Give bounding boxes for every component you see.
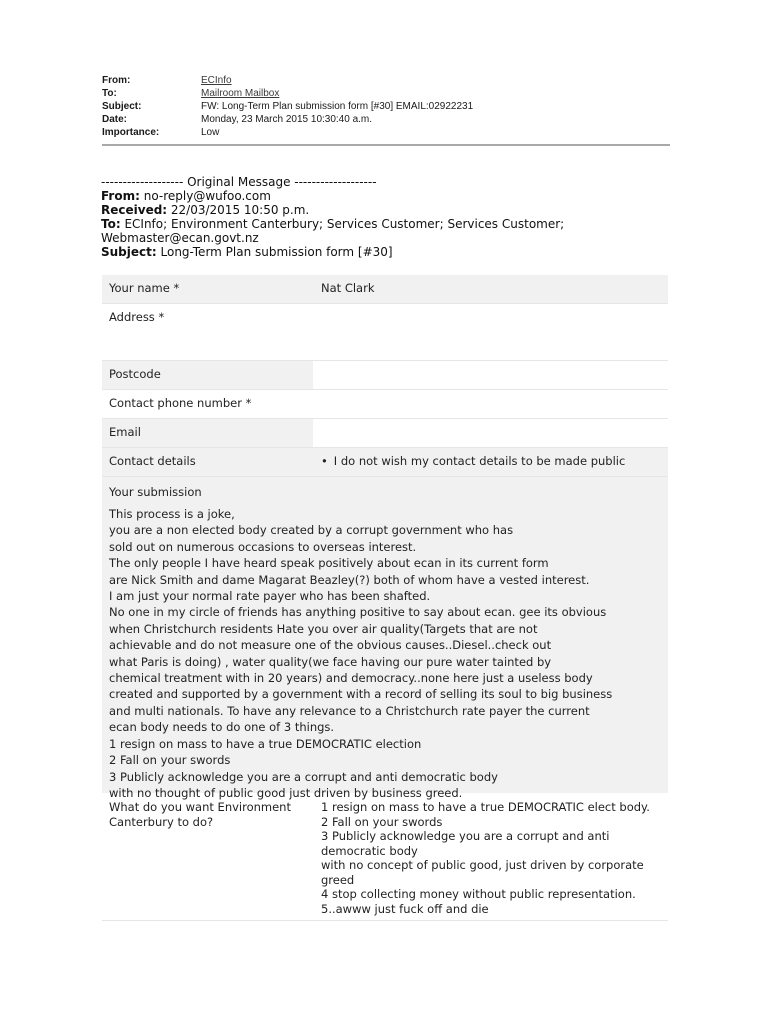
original-to-continued: Webmaster@ecan.govt.nz xyxy=(101,231,259,245)
want-line: 1 resign on mass to have a true DEMOCRATIC elect body. xyxy=(321,800,650,814)
submission-form xyxy=(102,275,668,921)
submission-line: The only people I have heard speak positively about ecan in its current form xyxy=(109,556,549,571)
header-subject-label: Subject: xyxy=(102,101,142,112)
form-row-postcode xyxy=(102,361,668,390)
want-line: 2 Fall on your swords xyxy=(321,814,443,829)
header-from-label: From: xyxy=(102,75,131,86)
submission-line: achievable and do not measure one of the obvious causes..Diesel..check out xyxy=(109,638,552,653)
submission-line: you are a non elected body created by a corrupt government who has xyxy=(109,523,514,538)
form-row-address xyxy=(102,304,668,361)
original-to-label: To: xyxy=(101,217,121,231)
submission-line: 1 resign on mass to have a true DEMOCRATIC election xyxy=(109,736,422,751)
what-do-you-want-label xyxy=(102,793,313,920)
postcode-value xyxy=(313,361,668,389)
header-to-row xyxy=(102,87,670,100)
submission-line: are Nick Smith and dame Magarat Beazley(?) both of whom have a vested interest. xyxy=(109,572,590,587)
submission-line: what Paris is doing) , water quality(we face having our pure water tainted by xyxy=(109,654,552,669)
name-label: Your name * xyxy=(102,275,313,303)
submission-label: Your submission xyxy=(109,485,202,499)
original-subject-label: Subject: xyxy=(101,245,157,259)
form-row-what-do-you-want xyxy=(102,793,668,921)
form-row-contact-details xyxy=(102,448,668,477)
want-line: 4 stop collecting money without public representation. xyxy=(321,887,636,901)
submission-line: when Christchurch residents Hate you over air quality(Targets that are not xyxy=(109,621,538,636)
submission-line: I am just your normal rate payer who has been shafted. xyxy=(109,589,431,604)
submission-line: No one in my circle of friends has anything positive to say about ecan. gee its obvious xyxy=(109,605,607,620)
phone-value xyxy=(313,390,668,418)
want-line: greed xyxy=(321,872,355,887)
email-value xyxy=(313,419,668,447)
submission-line: chemical treatment with in 20 years) and democracy..none here just a useless body xyxy=(109,671,593,686)
name-value: Nat Clark xyxy=(313,275,668,303)
postcode-label: Postcode xyxy=(102,361,313,389)
want-line: democratic body xyxy=(321,843,418,858)
email-header xyxy=(102,74,670,146)
original-received xyxy=(101,203,681,217)
want-line: 5..awww just fuck off and die xyxy=(321,901,489,916)
email-label: Email xyxy=(102,419,313,447)
submission-line: with no thought of public good just driven by business greed. xyxy=(109,785,463,800)
submission-line: 3 Publicly acknowledge you are a corrupt and anti democratic body xyxy=(109,769,498,784)
address-label: Address * xyxy=(109,310,165,324)
form-row-name xyxy=(102,275,668,304)
form-row-email xyxy=(102,419,668,448)
original-from xyxy=(101,189,681,203)
header-date-label: Date: xyxy=(102,114,128,125)
what-do-you-want-label-line: What do you want Environment xyxy=(109,800,291,814)
original-to xyxy=(101,217,681,231)
want-line: 3 Publicly acknowledge you are a corrupt and anti xyxy=(321,829,610,843)
form-row-phone xyxy=(102,390,668,419)
original-from-label: From: xyxy=(101,189,140,203)
want-line: with no concept of public good, just driven by corporate xyxy=(321,858,644,872)
header-subject-value: FW: Long-Term Plan submission form [#30] EMAIL:02922231 xyxy=(201,101,474,112)
what-do-you-want-label-line: Canterbury to do? xyxy=(109,814,214,829)
original-received-label: Received: xyxy=(101,203,168,217)
original-subject-value: Long-Term Plan submission form [#30] xyxy=(156,245,393,259)
header-to-label: To: xyxy=(102,88,117,99)
submission-line: 2 Fall on your swords xyxy=(109,753,231,768)
original-message xyxy=(101,175,681,259)
submission-line: and multi nationals. To have any relevance to a Christchurch rate payer the current xyxy=(109,703,590,718)
submission-line: ecan body needs to do one of 3 things. xyxy=(109,720,335,735)
contact-details-label: Contact details xyxy=(102,448,313,476)
header-date-value: Monday, 23 March 2015 10:30:40 a.m. xyxy=(201,114,373,125)
header-from-link[interactable]: ECInfo xyxy=(201,75,232,86)
phone-label: Contact phone number * xyxy=(109,396,252,410)
header-from-row xyxy=(102,74,670,87)
submission-line: This process is a joke, xyxy=(109,507,235,521)
header-date-row xyxy=(102,113,670,126)
address-value xyxy=(313,304,668,360)
original-received-value: 22/03/2015 10:50 p.m. xyxy=(167,203,310,217)
submission-line: sold out on numerous occasions to overseas interest. xyxy=(109,539,417,554)
contact-details-value: • I do not wish my contact details to be made public xyxy=(313,448,668,476)
header-importance-label: Importance: xyxy=(102,127,160,138)
submission-line: created and supported by a government with a record of selling its soul to big business xyxy=(109,687,613,702)
original-to-value: ECInfo; Environment Canterbury; Services Customer; Services Customer; xyxy=(120,217,565,231)
original-from-value: no-reply@wufoo.com xyxy=(139,189,271,203)
original-separator: ------------------- Original Message ------------------- xyxy=(101,175,377,189)
header-subject-row xyxy=(102,100,670,113)
original-subject xyxy=(101,245,681,259)
form-row-submission xyxy=(102,477,668,800)
what-do-you-want-value xyxy=(313,793,668,920)
header-to-link[interactable]: Mailroom Mailbox xyxy=(201,88,280,99)
header-importance-row xyxy=(102,126,670,139)
header-importance-value: Low xyxy=(201,127,220,138)
